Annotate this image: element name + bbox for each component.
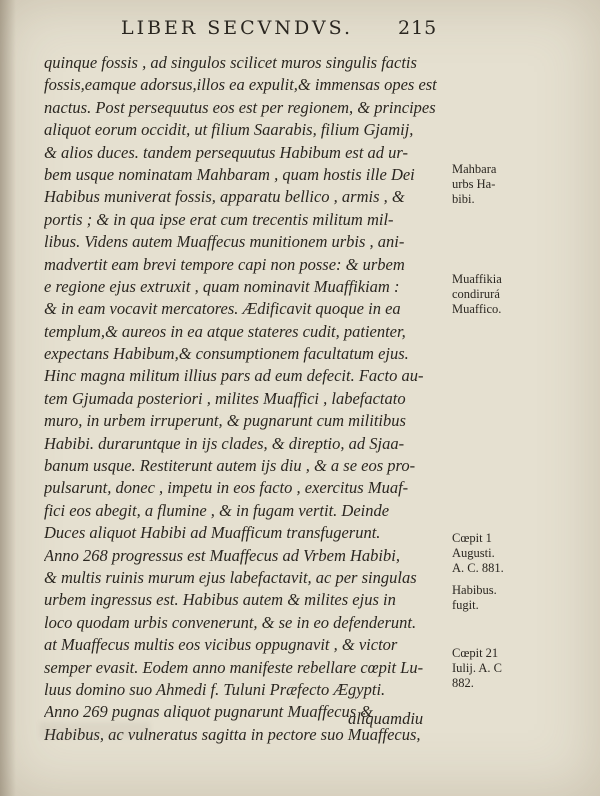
text-line: Anno 269 pugnas aliquot pugnarunt Muaffecus &	[44, 702, 374, 722]
margin-note-line: Iulij. A. C	[452, 661, 503, 675]
show-through-ink	[40, 722, 150, 738]
text-line: expectans Habibum,& consumptionem facultatum ejus.	[44, 344, 409, 364]
text-line: Habibi. duraruntque in ijs clades, & direptio, ad Sjaa-	[44, 433, 405, 453]
text-line: fossis,eamque adorsus,illos ea expulit,& immensas opes est	[44, 75, 437, 95]
text-line: aliquot eorum occidit, ut filium Saarabis, filium Gjamij,	[44, 120, 414, 140]
page-header	[0, 0, 600, 48]
text-line: Habibus muniverat fossis, apparatu bellico , armis , &	[44, 187, 405, 207]
text-line: libus. Videns autem Muaffecus munitionem urbis , ani-	[44, 232, 405, 252]
margin-note-line: urbs Ha-	[452, 177, 496, 191]
margin-note-line: Habibus.	[452, 583, 497, 597]
text-line: & alios duces. tandem persequutus Habibum est ad ur-	[44, 142, 409, 162]
running-head: LIBER SECVNDVS.	[120, 17, 354, 39]
margin-note-line: Cœpit 21	[452, 646, 499, 660]
margin-note	[452, 162, 552, 207]
margin-note-line: condirurá	[452, 287, 500, 301]
text-line: madvertit eam brevi tempore capi non posse: & urbem	[44, 254, 405, 274]
text-line: tem Gjumada posteriori , milites Muaffici , labefactato	[44, 388, 406, 408]
text-line: loco quodam urbis convenerunt, & se in eo defenderunt.	[44, 612, 417, 632]
margin-note	[452, 646, 552, 691]
text-line: fici eos abegit, a flumine , & in fugam vertit. Deinde	[44, 500, 390, 520]
text-line: & multis ruinis murum ejus labefactavit, ac per singulas	[44, 567, 417, 587]
margin-note-line: Augusti.	[452, 546, 495, 560]
margin-note-line: bibi.	[452, 192, 475, 206]
text-line: urbem ingressus est. Habibus autem & milites ejus in	[44, 590, 396, 610]
text-line: at Muaffecus multis eos vicibus oppugnavit , & victor	[44, 635, 398, 655]
text-line: templum,& aureos in ea atque stateres cudit, patienter,	[44, 321, 406, 341]
margin-note	[452, 531, 552, 576]
margin-note-line: Mahbara	[452, 162, 497, 176]
text-line: Habibus, ac vulneratus sagitta in pectore suo Muaffecus,	[44, 724, 421, 744]
margin-note-line: A. C. 881.	[452, 561, 504, 575]
margin-note	[452, 583, 552, 613]
margin-note-line: Cœpit 1	[452, 531, 492, 545]
text-line: luus domino suo Ahmedi f. Tuluni Præfecto Ægypti.	[44, 679, 386, 699]
text-line: banum usque. Restiterunt autem ijs diu , & a se eos pro-	[44, 456, 416, 476]
text-line: Hinc magna militum illius pars ad eum defecit. Facto au-	[44, 366, 424, 386]
text-line: quinque fossis , ad singulos scilicet muros singulis factis	[44, 53, 417, 72]
body-text	[44, 52, 444, 746]
margin-note-line: fugit.	[452, 598, 479, 612]
text-line: & in eam vocavit mercatores. Ædificavit quoque in ea	[44, 299, 401, 319]
margin-note-line: 882.	[452, 676, 474, 690]
page-number: 215	[398, 17, 438, 39]
text-line: Duces aliquot Habibi ad Muafficum transfugerunt.	[44, 523, 381, 543]
margin-note-line: Muaffikia	[452, 272, 502, 286]
text-line: pulsarunt, donec , impetu in eos facto , exercitus Muaf-	[44, 478, 409, 498]
margin-note-line: Muaffico.	[452, 302, 502, 316]
text-line: bem usque nominatam Mahbaram , quam hostis ille Dei	[44, 164, 415, 184]
binding-shadow	[0, 0, 16, 796]
margin-note	[452, 272, 552, 317]
text-line: e regione ejus extruxit , quam nominavit Muaffikiam :	[44, 276, 400, 296]
catchword: aliquamdiu	[348, 709, 424, 728]
text-line: semper evasit. Eodem anno manifeste rebellare cœpit Lu-	[44, 657, 424, 677]
text-line: Anno 268 progressus est Muaffecus ad Vrbem Habibi,	[44, 545, 400, 565]
text-line: portis ; & in qua ipse erat cum trecentis militum mil-	[44, 209, 394, 229]
text-line: muro, in urbem irruperunt, & pugnarunt cum militibus	[44, 411, 406, 431]
text-line: nactus. Post persequutus eos est per regionem, & principes	[44, 97, 436, 117]
